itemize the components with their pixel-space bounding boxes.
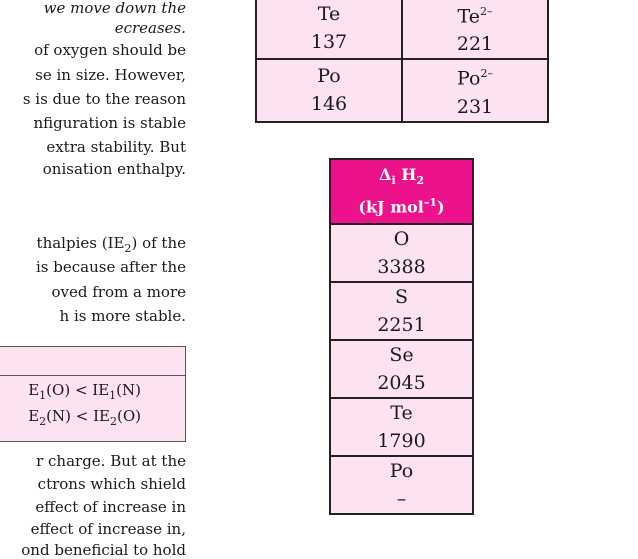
text-line: ecreases. — [114, 19, 186, 37]
ie2-comparison: $E_2(N) < IE_2(O)$ — [28, 407, 141, 428]
table-cell: Se 2045 — [330, 340, 473, 398]
table-row — [330, 282, 473, 340]
text-line: r charge. But at the — [36, 452, 186, 470]
ionic-radius-table — [255, 0, 549, 123]
ionisation-enthalpy-table — [329, 158, 474, 515]
text-line: s is due to the reason — [22, 90, 186, 108]
body-text-column — [0, 0, 188, 559]
table-row — [330, 398, 473, 456]
table-row — [330, 340, 473, 398]
text-line: thalpies $(IE_2)$ of the — [36, 234, 186, 255]
table-cell: Te 1790 — [330, 398, 473, 456]
table-header-cell: $\Delta_i$ $H_2$ (kJ mol$^{-1}$) — [330, 159, 473, 224]
text-line: se in size. However, — [35, 66, 186, 84]
text-line: h is more stable. — [59, 307, 186, 325]
ionisation-comparison-box — [0, 346, 186, 442]
text-line: of oxygen should be — [34, 41, 186, 59]
ie1-comparison: $E_1(O) < IE_1(N)$ — [28, 381, 141, 402]
table-cell: $Te^{2-}$ 221 — [402, 0, 548, 59]
text-line: ond beneficial to hold — [21, 541, 186, 559]
table-cell: O 3388 — [330, 224, 473, 282]
table-row — [330, 456, 473, 514]
text-line: ctrons which shield — [37, 475, 186, 493]
box-header — [0, 347, 185, 376]
text-line: effect of increase in, — [30, 520, 186, 538]
table-row — [256, 59, 548, 121]
text-line: effect of increase in — [35, 498, 186, 516]
text-line: extra stability. But — [46, 138, 186, 156]
table-cell: S 2251 — [330, 282, 473, 340]
table-row — [256, 0, 548, 59]
table-cell: Po – — [330, 456, 473, 514]
text-line: oved from a more — [51, 283, 186, 301]
text-line: onisation enthalpy. — [42, 160, 186, 178]
text-line: is because after the — [36, 258, 186, 276]
table-cell: $Po^{2-}$ 231 — [402, 59, 548, 121]
text-line: we move down the — [43, 0, 186, 17]
table-cell: Po 146 — [256, 59, 402, 121]
table-cell: Te 137 — [256, 0, 402, 59]
table-row — [330, 224, 473, 282]
text-line: nfiguration is stable — [33, 114, 186, 132]
table-header-row — [330, 159, 473, 224]
